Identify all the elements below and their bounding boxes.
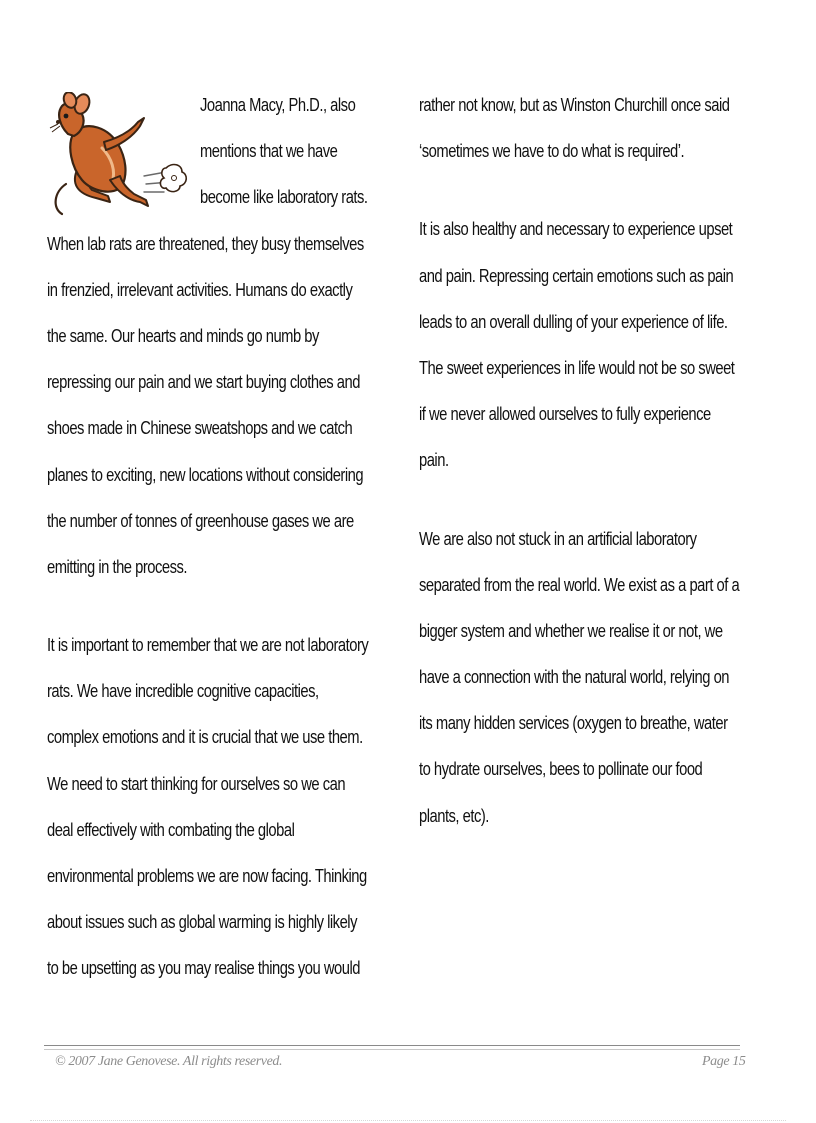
paragraph-line: We need to start thinking for ourselves so we can	[47, 773, 346, 794]
paragraph-line: leads to an overall dulling of your experience of life.	[419, 311, 728, 332]
right-column	[419, 82, 754, 839]
paragraph-line: plants, etc).	[419, 805, 489, 826]
paragraph-line: The sweet experiences in life would not be so sweet	[419, 357, 735, 378]
page-edge-dots	[30, 1120, 786, 1121]
footer-page-number: Page 15	[702, 1054, 746, 1069]
paragraph-line: bigger system and whether we realise it or not, we	[419, 620, 723, 641]
left-column	[47, 82, 382, 992]
paragraph-line: complex emotions and it is crucial that we use them.	[47, 727, 363, 748]
paragraph-line: environmental problems we are now facing. Thinking	[47, 866, 367, 886]
paragraph-line: It is also healthy and necessary to experience upset	[419, 219, 733, 240]
paragraph-line: have a connection with the natural world, relying on	[419, 667, 729, 688]
paragraph-gap	[419, 174, 754, 206]
paragraph-line: shoes made in Chinese sweatshops and we catch	[47, 418, 353, 439]
paragraph-line: to be upsetting as you may realise things you would	[47, 958, 360, 979]
paragraph-line: about issues such as global warming is highly likely	[47, 912, 357, 933]
paragraph-line: separated from the real world. We exist as a part of a	[419, 574, 740, 595]
paragraph-line: deal effectively with combating the global	[47, 819, 295, 840]
paragraph-line: It is important to remember that we are not laboratory	[47, 635, 369, 656]
paragraph-line: rats. We have incredible cognitive capacities,	[47, 681, 319, 702]
paragraph-line: When lab rats are threatened, they busy themselves	[47, 233, 364, 254]
paragraph-line: its many hidden services (oxygen to breathe, water	[419, 713, 728, 734]
paragraph-line: emitting in the process.	[47, 556, 187, 577]
paragraph-line: to hydrate ourselves, bees to pollinate our food	[419, 759, 703, 780]
paragraph-line: We are also not stuck in an artificial laboratory	[419, 528, 697, 549]
paragraph-gap	[419, 484, 754, 516]
intro-line: become like laboratory rats.	[200, 187, 368, 208]
paragraph-line: ‘sometimes we have to do what is required’.	[419, 141, 685, 162]
footer-rule	[44, 1045, 740, 1050]
paragraph-line: and pain. Repressing certain emotions such as pain	[419, 265, 734, 286]
intro-line: mentions that we have	[200, 141, 338, 162]
paragraph-gap	[47, 590, 382, 622]
paragraph-line: repressing our pain and we start buying clothes and	[47, 372, 360, 393]
paragraph-line: pain.	[419, 450, 449, 471]
paragraph-line: planes to exciting, new locations without considering	[47, 464, 364, 485]
paragraph-line: in frenzied, irrelevant activities. Humans do exactly	[47, 279, 353, 300]
footer-copyright: © 2007 Jane Genovese. All rights reserved.	[55, 1054, 283, 1069]
paragraph-line: the number of tonnes of greenhouse gases we are	[47, 510, 354, 531]
intro-line: Joanna Macy, Ph.D., also	[200, 95, 356, 115]
paragraph-line: rather not know, but as Winston Churchill once said	[419, 95, 730, 115]
paragraph-line: the same. Our hearts and minds go numb by	[47, 325, 319, 346]
paragraph-line: if we never allowed ourselves to fully experience	[419, 404, 711, 425]
